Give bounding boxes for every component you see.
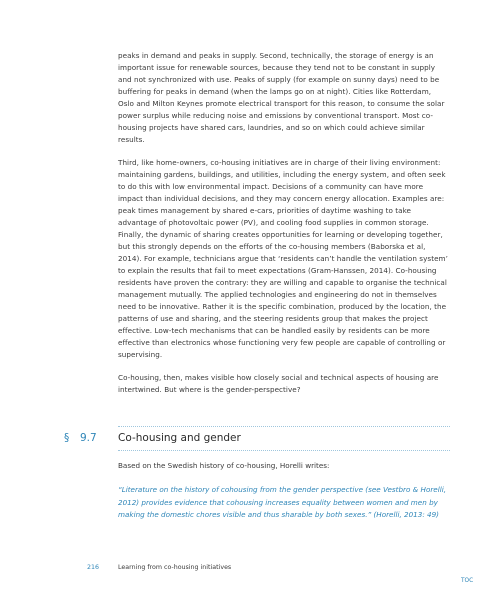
section-symbol: § (64, 432, 70, 444)
section-rule-bottom (118, 450, 450, 451)
section-number: 9.7 (80, 432, 97, 444)
running-title: Learning from co-housing initiatives (118, 564, 232, 571)
section-title: Co-housing and gender (118, 432, 241, 444)
body-text (118, 50, 448, 396)
section-rule-top (118, 426, 450, 427)
body-paragraph: Co-housing, then, makes visible how closely social and technical aspects of housing are intertwined. But where is the gender-perspective? (118, 373, 439, 394)
block-quote: “Literature on the history of cohousing from the gender perspective (see Vestbro & Horelli, 2012) provides evidence that cohousing increases equality between women and men by making the domestic chores visible and thus sharable by both sexes.” (Horelli, 2013: 49) (118, 485, 447, 519)
page-number: 216 (87, 564, 100, 571)
body-paragraph: Third, like home-owners, co-housing initiatives are in charge of their living environment: maintaining gardens, buildings, and utilities, including the energy system, and often seek to do this with low environmental impact. Decisions of a community can have more impact than individual decisions, and they may concern energy allocation. Examples are: peak times management by shared e-cars, priorities of daytime washing to take advantage of photovoltaic power (PV), and cooling food supplies in common storage. Finally, the dynamic of sharing creates opportunities for learning or developing together, but this strongly depends on the efforts of the co-housing members (Baborska et al, 2014). For example, technicians argue that ‘residents can’t handle the ventilation system’ to explain the results that fail to meet expectations (Gram-Hanssen, 2014). Co-housing residents have proven the contrary: they are willing and capable to organise the technical management mutually. The applied technologies and engineering do not in themselves need to be innovative. Rather it is the specific combination, produced by the location, the patterns of use and sharing, and the steering residents group that makes the project effective. Low-tech mechanisms that can be handled easily by residents can be more effective than electronics whose functioning very few people are capable of controlling or supervising. (118, 158, 448, 359)
body-paragraph: peaks in demand and peaks in supply. Second, technically, the storage of energy is an important issue for renewable sources, because they tend not to be constant in supply and not synchronized with use. Peaks of supply (for example on sunny days) need to be buffering for peaks in demand (when the lamps go on at night). Cities like Rotterdam, Oslo and Milton Keynes promote electrical transport for this reason, to consume the solar power surplus while reducing noise and emissions by conventional transport. Most co-housing projects have shared cars, laundries, and so on which could achieve similar results. (118, 51, 445, 144)
toc-link[interactable]: TOC (461, 578, 474, 584)
section-intro: Based on the Swedish history of co-housing, Horelli writes: (118, 461, 330, 470)
